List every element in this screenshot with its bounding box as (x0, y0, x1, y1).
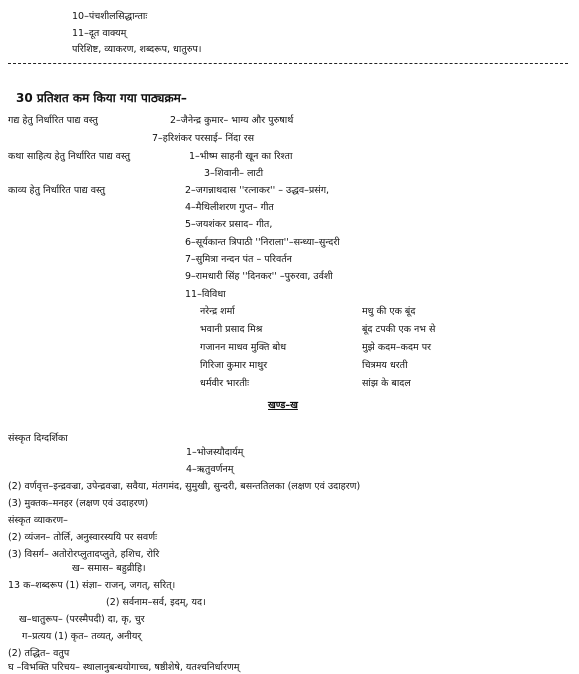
grammar-line: (3) मुक्तक–मनहर (लक्षण एवं उदाहरण) (8, 498, 149, 509)
vividha-poem: मुझे कदम–कदम पर (362, 342, 431, 353)
grammar-line: ख– समास– बहुव्रीहि। (72, 563, 146, 574)
katha-item: 1–भीष्म साहनी खून का रिश्ता (189, 151, 293, 162)
dashed-divider (8, 63, 568, 64)
kavya-item: 11–विविधा (185, 289, 226, 300)
vividha-poet: गिरिजा कुमार माथुर (200, 360, 268, 371)
grammar-line: घ –विभक्ति परिचय– स्थालानुबन्धयोगाच्च, षष्ठीशेषे, यतश्चनिर्धारणम् (8, 662, 240, 673)
vividha-poem: सांझ के बादल (362, 378, 411, 389)
vividha-poem: मधु की एक बूंद (362, 306, 416, 317)
syllabus-line-10: 10–पंचशीलसिद्धान्ताः (72, 11, 148, 22)
grammar-line: संस्कृत व्याकरण– (8, 515, 68, 526)
kavya-label: काव्य हेतु निर्धारित पाद्य वस्तु (8, 185, 106, 196)
grammar-line: (3) विसर्ग– अतोरोरप्लुतादप्लुते, हशिच, रोरि (8, 549, 160, 560)
vividha-poem: बूंद टपकी एक नभ से (362, 324, 436, 335)
vividha-poet: धर्मवीर भारतीः (200, 378, 249, 389)
grammar-line: 13 क–शब्दरूप (1) संज्ञा– राजन्, जगत्, सरित्। (8, 580, 176, 591)
syllabus-appendix-line: परिशिष्ट, व्याकरण, शब्दरूप, धातुरुप। (72, 44, 202, 55)
grammar-line: ग–प्रत्यय (1) कृत– तव्यत्, अनीयर् (22, 631, 142, 642)
sanskrit-heading: संस्कृत दिग्दर्शिका (8, 433, 68, 444)
kavya-item: 7–सुमित्रा नन्दन पंत – परिवर्तन (185, 254, 292, 265)
sanskrit-item: 1–भोजस्यौदार्यम् (186, 447, 244, 458)
katha-label: कथा साहित्य हेतु निर्धारित पाद्य वस्तु (8, 151, 131, 162)
kavya-item: 2–जगन्नाथदास ''रत्नाकर'' – उद्धव–प्रसंग, (185, 185, 330, 196)
grammar-line: (2) तद्धित– वतुप (8, 648, 70, 659)
katha-item: 3–शिवानी– लाटी (204, 168, 264, 179)
grammar-line: (2) व्यंजन– तोर्लि, अनुस्वारस्ययि पर सवर्णः (8, 532, 157, 543)
gadya-item: 7–हरिशंकर परसाई– निंदा रस (152, 133, 255, 144)
syllabus-line-11: 11–दूत वाक्यम् (72, 28, 127, 39)
kavya-item: 6–सूर्यकान्त त्रिपाठी ''निराला''–सन्ध्या–सुन्दरी (185, 237, 340, 248)
section-heading: 30 प्रतिशत कम किया गया पाठ्यक्रम– (16, 91, 187, 105)
kavya-item: 9–रामधारी सिंह ''दिनकर'' –पुरुरवा, उर्वशी (185, 271, 333, 282)
gadya-label: गद्य हेतु निर्धारित पाद्य वस्तु (8, 115, 98, 126)
vividha-poet: नरेन्द्र शर्मा (200, 306, 235, 317)
gadya-item: 2–जैनेन्द्र कुमार– भाग्य और पुरुषार्थ (170, 115, 294, 126)
sanskrit-item: 4–ऋतुवर्णनम् (186, 464, 234, 475)
vividha-poet: भवानी प्रसाद मिश्र (200, 324, 263, 335)
vividha-poet: गजानन माधव मुक्ति बोध (200, 342, 287, 353)
khand-label: खण्ड–ख (268, 400, 298, 411)
vividha-poem: चित्रमय धरती (362, 360, 408, 371)
grammar-line: (2) सर्वनाम–सर्व, इदम्, यद। (106, 597, 206, 608)
kavya-item: 4–मैथिलीशरण गुप्त– गीत (185, 202, 274, 213)
grammar-line: ख–धातुरूप– (परस्मैपदी) दा, कृ, चुर (19, 614, 145, 625)
kavya-item: 5–जयशंकर प्रसाद– गीत, (185, 219, 273, 230)
grammar-line: (2) वर्णवृत्त–इन्द्रवज्रा, उपेन्द्रवज्रा, सवैया, मंतगमंद, सुमुखी, सुन्दरी, बसन्ततिलका (लक्षण एवं उदाहरण) (8, 481, 361, 492)
